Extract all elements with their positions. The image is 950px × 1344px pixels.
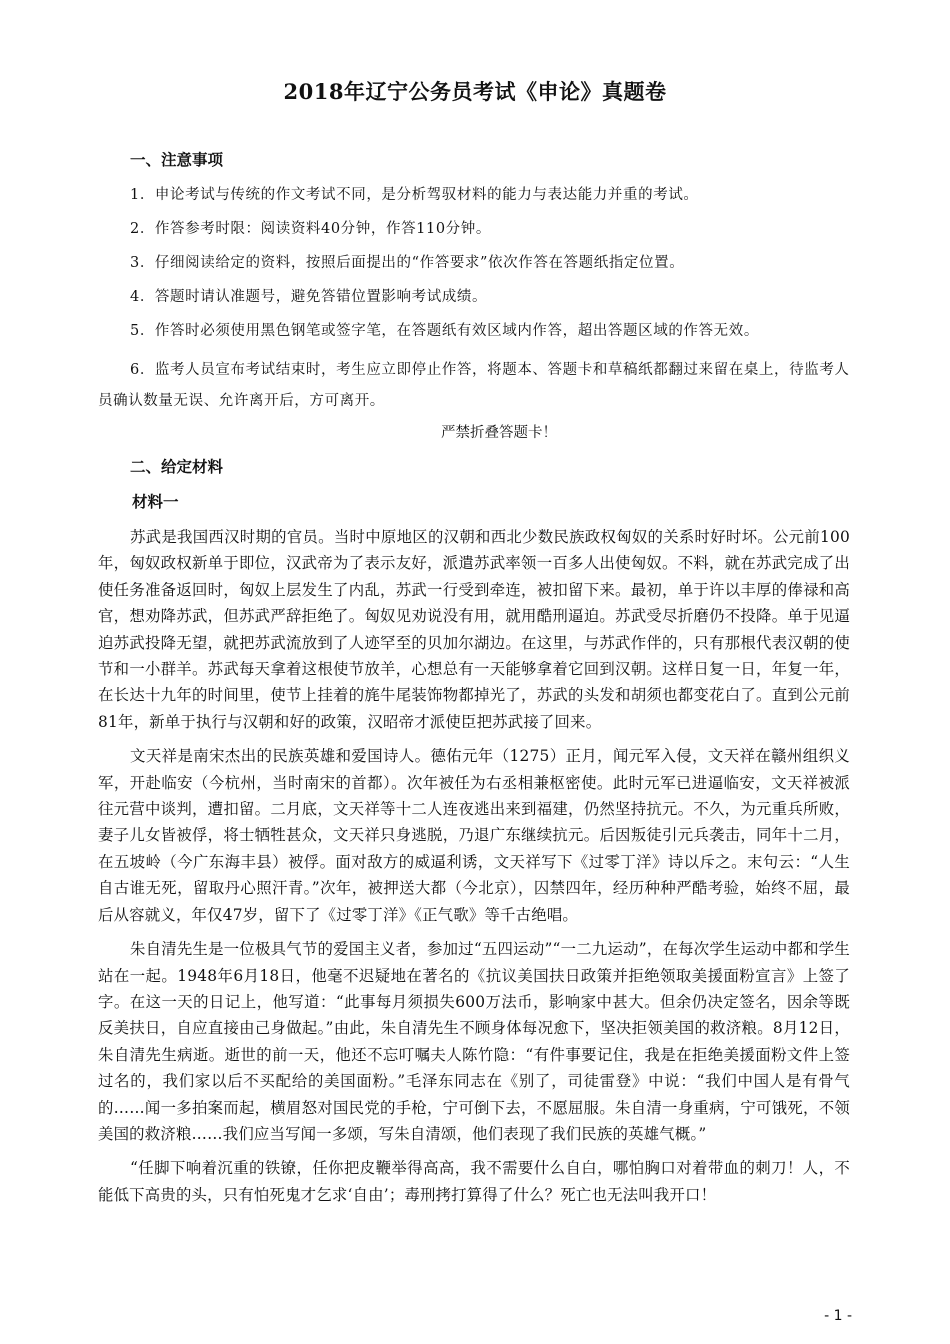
page-number: - 1 - (824, 1308, 852, 1324)
page-title: 2018年辽宁公务员考试《申论》真题卷 (283, 79, 667, 104)
material-title: 材料一 (132, 492, 179, 511)
notice-item: 5．作答时必须使用黑色钢笔或签字笔，在答题纸有效区域内作答，超出答题区域的作答无效。 (130, 323, 759, 339)
notice-item: 2．作答参考时限：阅读资料40分钟，作答110分钟。 (130, 221, 491, 237)
material-paragraph: “任脚下响着沉重的铁镣，任你把皮鞭举得高高，我不需要什么自白，哪怕胸口对着带血的刺刀！人，不能低下高贵的头，只有怕死鬼才乞求‘自由’；毒刑拷打算得了什么？死亡也无法叫我开口！ (98, 1159, 850, 1204)
section-heading-notice: 一、注意事项 (130, 150, 224, 169)
notice-item: 4．答题时请认准题号，避免答错位置影响考试成绩。 (130, 289, 488, 305)
document-body (98, 150, 850, 1216)
notice-item: 1．申论考试与传统的作文考试不同，是分析驾驭材料的能力与表达能力并重的考试。 (130, 187, 699, 203)
notice-item: 3．仔细阅读给定的资料，按照后面提出的“作答要求”依次作答在答题纸指定位置。 (130, 255, 685, 271)
notice-item: 6．监考人员宣布考试结束时，考生应立即停止作答，将题本、答题卡和草稿纸都翻过来留在桌上，待监考人员确认数量无误、允许离开后，方可离开。 (98, 362, 850, 409)
material-paragraph: 苏武是我国西汉时期的官员。当时中原地区的汉朝和西北少数民族政权匈奴的关系时好时坏。公元前100年，匈奴政权新单于即位，汉武帝为了表示友好，派遣苏武率领一百多人出使匈奴。不料，就在苏武完成了出使任务准备返回时，匈奴上层发生了内乱，苏武一行受到牵连，被扣留下来。最初，单于许以丰厚的俸禄和高官，想劝降苏武，但苏武严辞拒绝了。匈奴见劝说没有用，就用酷刑逼迫。苏武受尽折磨仍不投降。单于见逼迫苏武投降无望，就把苏武流放到了人迹罕至的贝加尔湖边。在这里，与苏武作伴的，只有那根代表汉朝的使节和一小群羊。苏武每天拿着这根使节放羊，心想总有一天能够拿着它回到汉朝。这样日复一日，年复一年，在长达十九年的时间里，使节上挂着的旄牛尾装饰物都掉光了，苏武的头发和胡须也都变花白了。直到公元前81年，新单于执行与汉朝和好的政策，汉昭帝才派使臣把苏武接了回来。 (98, 528, 850, 731)
material-paragraph: 文天祥是南宋杰出的民族英雄和爱国诗人。德佑元年（1275）正月，闻元军入侵，文天祥在赣州组织义军，开赴临安（今杭州，当时南宋的首都）。次年被任为右丞相兼枢密使。此时元军已进逼临安，文天祥被派往元营中谈判，遭扣留。二月底，文天祥等十二人连夜逃出来到福建，仍然坚持抗元。不久，为元重兵所败，妻子儿女皆被俘，将士牺牲甚众，文天祥只身逃脱，乃退广东继续抗元。后因叛徒引元兵袭击，同年十二月，在五坡岭（今广东海丰县）被俘。面对敌方的威逼利诱，文天祥写下《过零丁洋》诗以斥之。末句云：“人生自古谁无死，留取丹心照汗青。”次年，被押送大都（今北京），囚禁四年，经历种种严酷考验，始终不屈，最后从容就义，年仅47岁，留下了《过零丁洋》《正气歌》等千古绝唱。 (98, 747, 850, 924)
warning-note: 严禁折叠答题卡！ (441, 425, 557, 441)
section-heading-materials: 二、给定材料 (130, 457, 224, 476)
material-paragraph: 朱自清先生是一位极具气节的爱国主义者，参加过“五四运动”“一二九运动”，在每次学生运动中都和学生站在一起。1948年6月18日，他毫不迟疑地在著名的《抗议美国扶日政策并拒绝领取美援面粉宣言》上签了字。在这一天的日记上，他写道：“此事每月须损失600万法币，影响家中甚大。但余仍决定签名，因余等既反美扶日，自应直接由己身做起。”由此，朱自清先生不顾身体每况愈下，坚决拒领美国的救济粮。8月12日，朱自清先生病逝。逝世的前一天，他还不忘叮嘱夫人陈竹隐：“有件事要记住，我是在拒绝美援面粉文件上签过名的，我们家以后不买配给的美国面粉。”毛泽东同志在《别了，司徒雷登》中说：“我们中国人是有骨气的……闻一多拍案而起，横眉怒对国民党的手枪，宁可倒下去，不愿屈服。朱自清一身重病，宁可饿死，不领美国的救济粮……我们应当写闻一多颂，写朱自清颂，他们表现了我们民族的英雄气概。” (98, 940, 850, 1143)
